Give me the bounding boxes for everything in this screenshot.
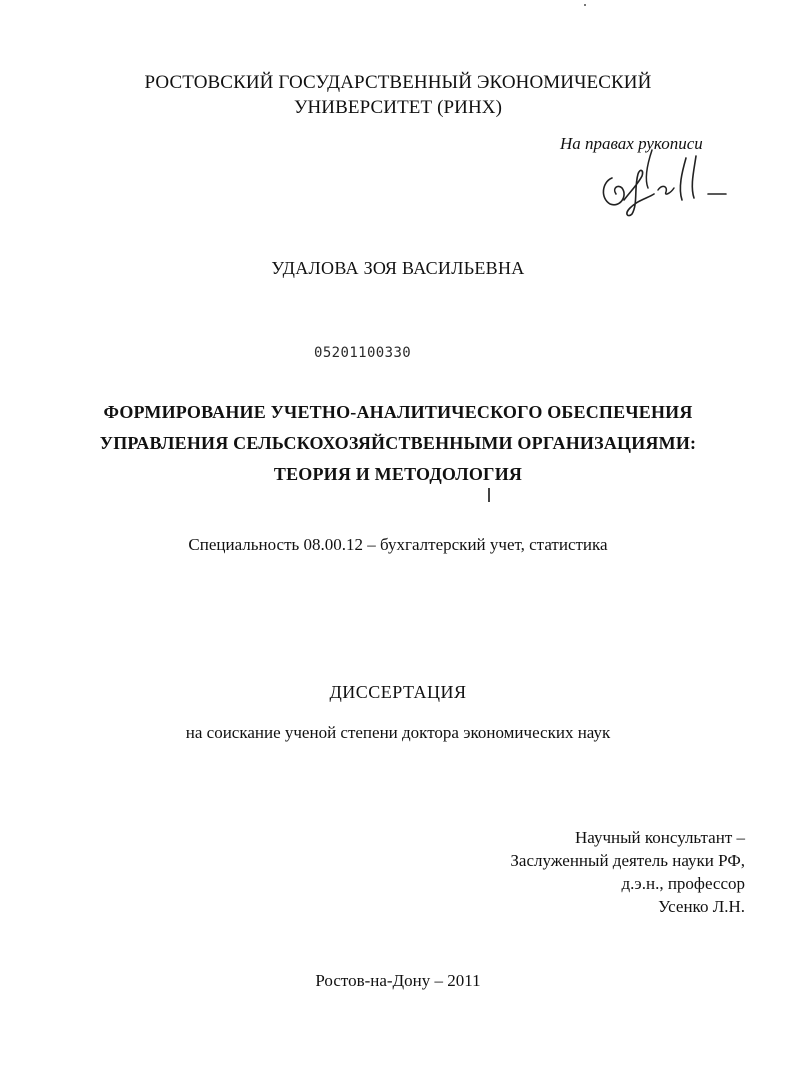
degree-line: на соискание ученой степени доктора экономических наук [185,723,611,742]
university-name [0,70,796,120]
university-name-line1: РОСТОВСКИЙ ГОСУДАРСТВЕННЫЙ ЭКОНОМИЧЕСКИЙ [144,72,652,93]
advisor-line1: Научный консультант – [575,828,745,847]
author-name: УДАЛОВА ЗОЯ ВАСИЛЬЕВНА [271,258,525,278]
title-line3: ТЕОРИЯ И МЕТОДОЛОГИЯ [273,464,523,484]
scan-speck [584,4,586,6]
dissertation-title [0,397,796,490]
specialty: Специальность 08.00.12 – бухгалтерский учет, статистика [188,535,608,554]
scientific-advisor [510,826,745,918]
handwritten-signature [598,148,738,220]
manuscript-rights-note: На правах рукописи [560,134,703,153]
advisor-line3: д.э.н., профессор [621,874,745,893]
registration-number: 05201100330 [314,345,412,361]
document-type: ДИССЕРТАЦИЯ [329,682,467,702]
advisor-line4: Усенко Л.Н. [658,897,745,916]
title-line1: ФОРМИРОВАНИЕ УЧЕТНО-АНАЛИТИЧЕСКОГО ОБЕСПЕЧЕНИЯ [103,402,693,422]
city-year: Ростов-на-Дону – 2011 [315,971,481,990]
university-name-line2: УНИВЕРСИТЕТ (РИНХ) [293,97,503,118]
title-line2: УПРАВЛЕНИЯ СЕЛЬСКОХОЗЯЙСТВЕННЫМИ ОРГАНИЗАЦИЯМИ: [99,433,697,453]
advisor-line2: Заслуженный деятель науки РФ, [510,851,745,870]
scan-mark [488,488,490,502]
